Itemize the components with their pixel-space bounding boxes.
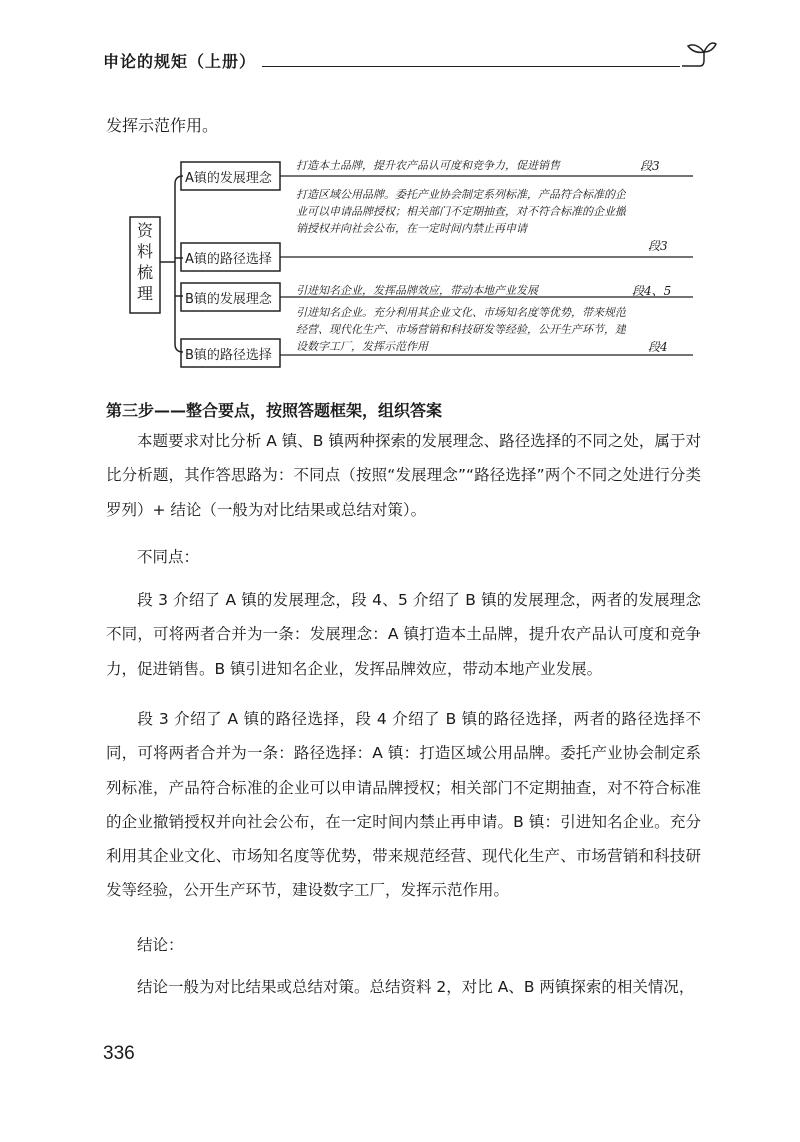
node-b-path-para: 段4 xyxy=(648,340,668,354)
continuation-text: 发挥示范作用。 xyxy=(106,116,219,135)
node-b-concept-para: 段4、5 xyxy=(632,284,672,298)
section-heading: 第三步——整合要点，按照答题框架，组织答案 xyxy=(106,401,443,420)
running-header-title: 申论的规矩（上册） xyxy=(103,52,257,71)
paragraph-subhead: 结论： xyxy=(137,936,184,954)
node-a-concept-label: A镇的发展理念 xyxy=(185,171,272,186)
node-b-path-label: B镇的路径选择 xyxy=(185,348,272,363)
paragraph: 结论一般为对比结果或总结对策。总结资料 2，对比 A、B 两镇探索的相关情况， xyxy=(137,978,695,996)
paragraph: 段 3 介绍了 A 镇的发展理念，段 4、5 介绍了 B 镇的发展理念，两者的发展理念不同，可将两者合并为一条：发展理念：A 镇打造本土品牌，提升农产品认可度和竞争力，促进销售。B 镇引进知名企业，发挥品牌效应，带动本地产业发展。 xyxy=(106,591,701,678)
node-a-path-label: A镇的路径选择 xyxy=(185,252,272,267)
node-b-path-text: 引进知名企业。充分利用其企业文化、市场知名度等优势，带来规范经营、现代化生产、市场营销和科技研发等经验，公开生产环节，建设数字工厂，发挥示范作用 xyxy=(296,306,626,353)
diagram-root-label: 资料梳理 xyxy=(136,221,153,303)
node-a-path-para: 段3 xyxy=(648,239,668,253)
node-a-concept-text: 打造本土品牌，提升农产品认可度和竞争力，促进销售 xyxy=(296,159,560,172)
node-a-concept-para: 段3 xyxy=(640,159,660,173)
page-number: 336 xyxy=(103,1043,135,1064)
paragraph-subhead: 不同点： xyxy=(137,548,200,566)
node-b-concept-label: B镇的发展理念 xyxy=(185,292,272,307)
node-b-concept-text: 引进知名企业，发挥品牌效应，带动本地产业发展 xyxy=(296,284,538,297)
paragraph: 段 3 介绍了 A 镇的路径选择，段 4 介绍了 B 镇的路径选择，两者的路径选择不同，可将两者合并为一条：路径选择：A 镇：打造区域公用品牌。委托产业协会制定系列标准，产品符合标准的企业可以申请品牌授权；相关部门不定期抽查，对不符合标准的企业撤销授权并向社会公布，在一定时间内禁止再申请。B 镇：引进知名企业。充分利用其企业文化、市场知名度等优势，带来规范经营、现代化生产、市场营销和科技研发等经验，公开生产环节，建设数字工厂，发挥示范作用。 xyxy=(106,710,701,900)
paragraph: 本题要求对比分析 A 镇、B 镇两种探索的发展理念、路径选择的不同之处，属于对比分析题，其作答思路为：不同点（按照“发展理念”“路径选择”两个不同之处进行分类罗列）+ 结论（一般为对比结果或总结对策）。 xyxy=(106,432,701,519)
node-a-path-text: 打造区域公用品牌。委托产业协会制定系列标准，产品符合标准的企业可以申请品牌授权；相关部门不定期抽查，对不符合标准的企业撤销授权并向社会公布，在一定时间内禁止再申请 xyxy=(296,188,626,235)
